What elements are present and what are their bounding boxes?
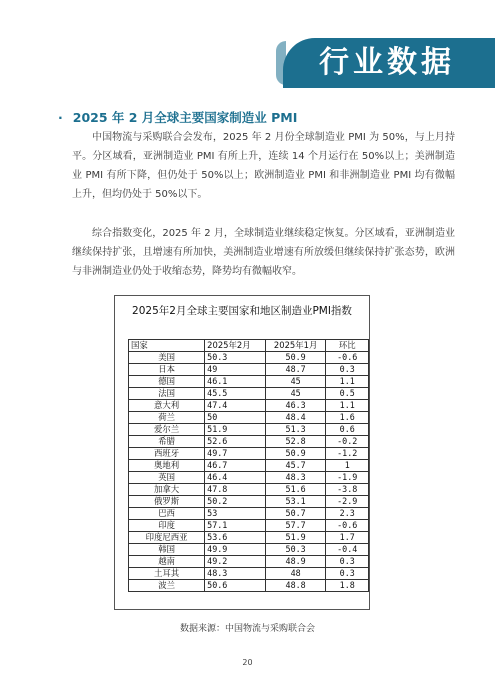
cell-country: 荷兰 [129, 412, 205, 424]
table-row [129, 460, 369, 472]
cell-jan-2025: 48.7 [265, 364, 326, 376]
table-row [129, 448, 369, 460]
cell-jan-2025: 45 [265, 388, 326, 400]
table-row [129, 568, 369, 580]
cell-country: 爱尔兰 [129, 424, 205, 436]
cell-change: 0.5 [326, 388, 369, 400]
cell-feb-2025: 50.6 [205, 580, 266, 592]
cell-change: -3.8 [326, 484, 369, 496]
cell-change: -1.9 [326, 472, 369, 484]
table-body [129, 352, 369, 592]
cell-feb-2025: 46.4 [205, 472, 266, 484]
table-row [129, 520, 369, 532]
cell-country: 加拿大 [129, 484, 205, 496]
cell-feb-2025: 50.2 [205, 496, 266, 508]
cell-country: 越南 [129, 556, 205, 568]
table-row [129, 508, 369, 520]
cell-country: 西班牙 [129, 448, 205, 460]
table-row [129, 580, 369, 592]
table-row [129, 532, 369, 544]
cell-change: -0.4 [326, 544, 369, 556]
cell-jan-2025: 51.9 [265, 532, 326, 544]
table-title: 2025年2月全球主要国家和地区制造业PMI指数 [132, 305, 352, 317]
cell-change: -0.6 [326, 520, 369, 532]
cell-country: 意大利 [129, 400, 205, 412]
table-row [129, 544, 369, 556]
cell-country: 日本 [129, 364, 205, 376]
page-number: 20 [242, 658, 253, 667]
cell-country: 土耳其 [129, 568, 205, 580]
cell-change: 0.3 [326, 556, 369, 568]
cell-country: 希腊 [129, 436, 205, 448]
cell-country: 印度尼西亚 [129, 532, 205, 544]
cell-jan-2025: 53.1 [265, 496, 326, 508]
cell-feb-2025: 51.9 [205, 424, 266, 436]
table-row [129, 496, 369, 508]
cell-change: -2.9 [326, 496, 369, 508]
cell-country: 俄罗斯 [129, 496, 205, 508]
paragraph-summary: 综合指数变化，2025 年 2 月，全球制造业继续稳定恢复。分区域看，亚洲制造业继续保持扩张，且增速有所加快，美洲制造业增速有所放缓但继续保持扩张态势，欧洲与非洲制造业仍处于收缩态势，降势均有微幅收窄。 [72, 228, 455, 277]
cell-feb-2025: 52.6 [205, 436, 266, 448]
cell-change: 0.3 [326, 364, 369, 376]
cell-country: 美国 [129, 352, 205, 364]
cell-change: -0.2 [326, 436, 369, 448]
section-title-text: 2025 年 2 月全球主要国家制造业 PMI [72, 110, 298, 125]
cell-jan-2025: 45.7 [265, 460, 326, 472]
cell-country: 英国 [129, 472, 205, 484]
header-feb-2025: 2025年2月 [205, 340, 266, 352]
data-source: 数据来源：中国物流与采购联合会 [179, 624, 315, 634]
cell-feb-2025: 47.4 [205, 400, 266, 412]
table-row [129, 436, 369, 448]
cell-feb-2025: 48.3 [205, 568, 266, 580]
section-title [58, 108, 297, 126]
cell-change: 1.1 [326, 400, 369, 412]
cell-change: 1 [326, 460, 369, 472]
section-banner [283, 38, 495, 88]
cell-jan-2025: 50.3 [265, 544, 326, 556]
table-row [129, 376, 369, 388]
header-country: 国家 [129, 340, 205, 352]
table-row [129, 400, 369, 412]
cell-change: 1.6 [326, 412, 369, 424]
cell-change: -0.6 [326, 352, 369, 364]
cell-change: 1.7 [326, 532, 369, 544]
cell-country: 巴西 [129, 508, 205, 520]
cell-feb-2025: 49.2 [205, 556, 266, 568]
cell-jan-2025: 50.9 [265, 352, 326, 364]
cell-feb-2025: 45.5 [205, 388, 266, 400]
bullet-point: · [58, 110, 63, 125]
table-row [129, 412, 369, 424]
cell-jan-2025: 46.3 [265, 400, 326, 412]
cell-jan-2025: 57.7 [265, 520, 326, 532]
paragraph-intro: 中国物流与采购联合会发布，2025 年 2 月份全球制造业 PMI 为 50%，与上月持平。分区域看，亚洲制造业 PMI 有所上升，连续 14 个月运行在 50%以上；美洲制造业 PMI 有所下降，但仍处于 50%以上；欧洲制造业 PMI 和非洲制造业 PMI 均有微幅上升，但均仍处于 50%以下。 [72, 132, 455, 200]
cell-feb-2025: 50 [205, 412, 266, 424]
header-change: 环比 [326, 340, 369, 352]
cell-jan-2025: 51.3 [265, 424, 326, 436]
cell-change: 2.3 [326, 508, 369, 520]
cell-jan-2025: 50.9 [265, 448, 326, 460]
table-row [129, 388, 369, 400]
pmi-table-figure [114, 295, 370, 610]
cell-country: 德国 [129, 376, 205, 388]
cell-jan-2025: 48.3 [265, 472, 326, 484]
cell-jan-2025: 48 [265, 568, 326, 580]
cell-feb-2025: 47.8 [205, 484, 266, 496]
table-row [129, 484, 369, 496]
cell-jan-2025: 48.4 [265, 412, 326, 424]
cell-feb-2025: 46.1 [205, 376, 266, 388]
cell-jan-2025: 50.7 [265, 508, 326, 520]
cell-feb-2025: 53 [205, 508, 266, 520]
table-row [129, 556, 369, 568]
cell-country: 波兰 [129, 580, 205, 592]
cell-feb-2025: 49.7 [205, 448, 266, 460]
table-row [129, 364, 369, 376]
cell-jan-2025: 45 [265, 376, 326, 388]
pmi-table [128, 339, 369, 592]
cell-country: 印度 [129, 520, 205, 532]
cell-country: 奥地利 [129, 460, 205, 472]
table-row [129, 352, 369, 364]
cell-feb-2025: 57.1 [205, 520, 266, 532]
cell-change: 0.3 [326, 568, 369, 580]
cell-change: 1.1 [326, 376, 369, 388]
cell-jan-2025: 48.8 [265, 580, 326, 592]
table-row [129, 424, 369, 436]
header-jan-2025: 2025年1月 [265, 340, 326, 352]
cell-feb-2025: 53.6 [205, 532, 266, 544]
cell-feb-2025: 46.7 [205, 460, 266, 472]
cell-country: 韩国 [129, 544, 205, 556]
cell-feb-2025: 49 [205, 364, 266, 376]
table-header-row [129, 340, 369, 352]
cell-jan-2025: 48.9 [265, 556, 326, 568]
cell-change: -1.2 [326, 448, 369, 460]
table-row [129, 472, 369, 484]
cell-change: 1.8 [326, 580, 369, 592]
cell-feb-2025: 49.9 [205, 544, 266, 556]
cell-change: 0.6 [326, 424, 369, 436]
cell-jan-2025: 51.6 [265, 484, 326, 496]
cell-feb-2025: 50.3 [205, 352, 266, 364]
cell-country: 法国 [129, 388, 205, 400]
cell-jan-2025: 52.8 [265, 436, 326, 448]
banner-title: 行业数据 [319, 45, 455, 80]
